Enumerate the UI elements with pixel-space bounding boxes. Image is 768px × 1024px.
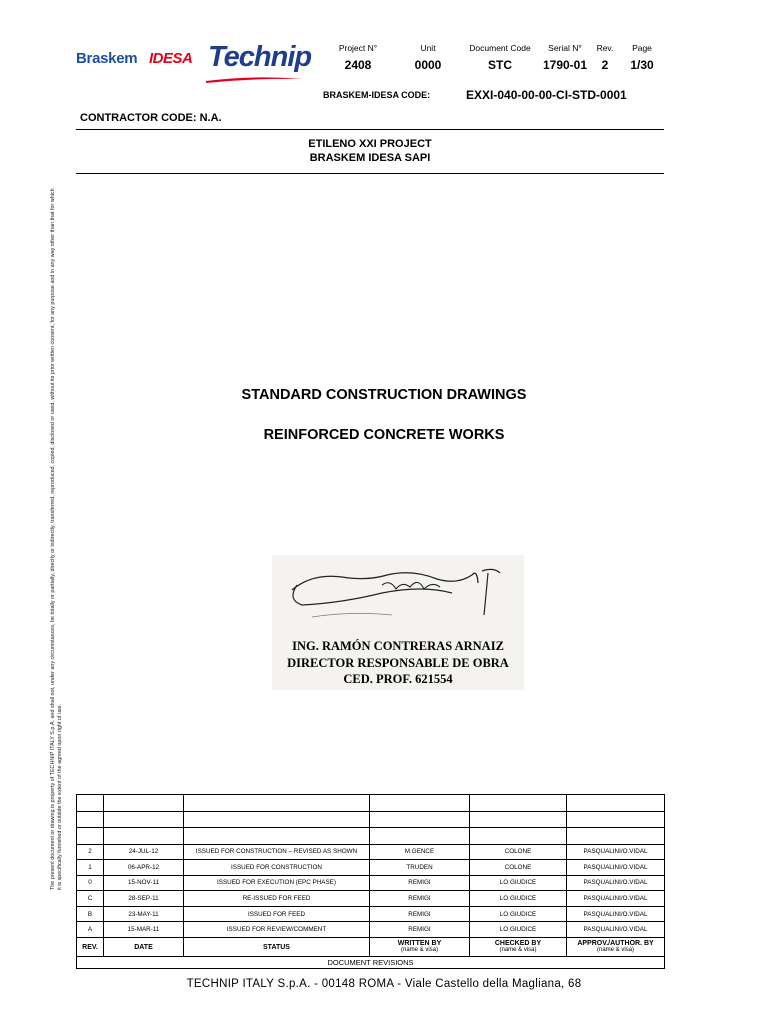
document-subtitle: REINFORCED CONCRETE WORKS (263, 427, 505, 443)
date-cell: 15-NOV-11 (104, 875, 184, 891)
signatory-role: DIRECTOR RESPONSABLE DE OBRA (287, 656, 509, 670)
header-written-by-label: WRITTEN BY (397, 940, 442, 948)
rev-cell: A (77, 922, 104, 938)
date-cell: 06-APR-12 (104, 860, 184, 876)
header-name-visa-note: (name & visa) (499, 947, 537, 954)
header-approved-by-label: APPROV./AUTHOR. BY (577, 940, 654, 948)
checked-by-cell: LO GIUDICE (470, 891, 567, 907)
company-logos (72, 40, 312, 80)
document-code-label: Document Code (469, 43, 531, 53)
contractor-code: CONTRACTOR CODE: N.A. (80, 112, 222, 124)
revision-value: 2 (601, 58, 609, 72)
idesa-logo: IDESA (149, 50, 193, 67)
braskem-logo: Braskem (76, 50, 138, 67)
written-by-cell: REMIGI (370, 891, 470, 907)
table-row-empty (77, 811, 665, 828)
serial-number-label: Serial N° (548, 43, 582, 53)
signatory-name: ING. RAMÓN CONTRERAS ARNAIZ (292, 639, 504, 653)
checked-by-cell: LO GIUDICE (470, 922, 567, 938)
header-checked-by-label: CHECKED BY (494, 940, 542, 948)
status-cell: ISSUED FOR CONSTRUCTION – REVISED AS SHOWN (184, 844, 370, 860)
page-field (622, 43, 662, 72)
date-cell: 23-MAY-11 (104, 906, 184, 922)
checked-by-cell: COLONE (470, 844, 567, 860)
client-code-label: BRASKEM-IDESA CODE: (323, 90, 431, 100)
disclaimer-line-2: it is specifically furnished or outside the extent of the agreed upon right of use. (57, 703, 63, 890)
table-header-row (77, 938, 665, 957)
project-name: ETILENO XXI PROJECT (308, 138, 432, 150)
technip-logo: Technip (208, 41, 312, 73)
rev-cell: C (77, 891, 104, 907)
checked-by-cell: LO GIUDICE (470, 906, 567, 922)
document-code-value: STC (488, 58, 512, 72)
document-title: STANDARD CONSTRUCTION DRAWINGS (241, 387, 527, 403)
project-number-label: Project N° (338, 43, 378, 53)
table-row (77, 860, 665, 876)
approved-by-cell: PASQUALINI/O.VIDAL (567, 860, 665, 876)
serial-number-value: 1790-01 (542, 58, 588, 72)
table-caption-row (77, 957, 665, 969)
table-row (77, 922, 665, 938)
project-number-field (330, 43, 386, 72)
revisions-table (76, 794, 665, 969)
written-by-cell: M.GENCE (370, 844, 470, 860)
rev-cell: B (77, 906, 104, 922)
client-name: BRASKEM IDESA SAPI (309, 152, 431, 164)
header-written-by (370, 938, 470, 957)
unit-field (404, 43, 452, 72)
status-cell: ISSUED FOR CONSTRUCTION (184, 860, 370, 876)
table-row (77, 891, 665, 907)
table-row (77, 875, 665, 891)
header-status: STATUS (184, 938, 370, 957)
project-block (76, 137, 664, 165)
serial-number-field (538, 43, 592, 72)
approved-by-cell: PASQUALINI/O.VIDAL (567, 844, 665, 860)
signatory-license: CED. PROF. 621554 (343, 672, 453, 686)
table-caption: DOCUMENT REVISIONS (77, 957, 665, 969)
handwritten-signature (272, 555, 524, 635)
table-row (77, 906, 665, 922)
technip-swoosh-icon (204, 74, 304, 84)
unit-value: 0000 (414, 58, 442, 72)
table-row (77, 844, 665, 860)
rev-cell: 0 (77, 875, 104, 891)
date-cell: 24-JUL-12 (104, 844, 184, 860)
written-by-cell: TRUDEN (370, 860, 470, 876)
checked-by-cell: COLONE (470, 860, 567, 876)
status-cell: ISSUED FOR FEED (184, 906, 370, 922)
date-cell: 15-MAR-11 (104, 922, 184, 938)
table-row-empty (77, 828, 665, 845)
header-name-visa-note: (name & visa) (596, 947, 634, 954)
approved-by-cell: PASQUALINI/O.VIDAL (567, 922, 665, 938)
document-code-field (462, 43, 538, 72)
header-rev: REV. (77, 938, 104, 957)
page-label: Page (632, 43, 652, 53)
disclaimer-line-1: The present document or drawing is property of TECHNIP ITALY S.p.A. and shall not, under any circumstances, be totally or partially, directly or indirectly, transferred, reproduced, copied, disclosed or used, without its prior written consent, for any purpose and in any way other than that for which (50, 188, 56, 890)
client-code-value: EXXI-040-00-00-CI-STD-0001 (466, 88, 627, 102)
status-cell: ISSUED FOR REVIEW/COMMENT (184, 922, 370, 938)
header-name-visa-note: (name & visa) (400, 947, 438, 954)
approved-by-cell: PASQUALINI/O.VIDAL (567, 875, 665, 891)
page-value: 1/30 (630, 58, 654, 72)
rev-cell: 1 (77, 860, 104, 876)
revision-field (592, 43, 618, 72)
approved-by-cell: PASQUALINI/O.VIDAL (567, 906, 665, 922)
rev-cell: 2 (77, 844, 104, 860)
signature-stamp (272, 555, 524, 690)
written-by-cell: REMIGI (370, 922, 470, 938)
property-disclaimer (50, 120, 80, 890)
project-number-value: 2408 (344, 58, 372, 72)
approved-by-cell: PASQUALINI/O.VIDAL (567, 891, 665, 907)
date-cell: 28-SEP-11 (104, 891, 184, 907)
revision-label: Rev. (596, 43, 614, 53)
status-cell: RE-ISSUED FOR FEED (184, 891, 370, 907)
unit-label: Unit (420, 43, 436, 53)
checked-by-cell: LO GIUDICE (470, 875, 567, 891)
status-cell: ISSUED FOR EXECUTION (EPC PHASE) (184, 875, 370, 891)
divider-top (76, 129, 664, 130)
written-by-cell: REMIGI (370, 906, 470, 922)
written-by-cell: REMIGI (370, 875, 470, 891)
divider-project (76, 173, 664, 174)
header-approved-by (567, 938, 665, 957)
table-row-empty (77, 795, 665, 812)
company-footer: TECHNIP ITALY S.p.A. - 00148 ROMA - Viale Castello della Magliana, 68 (186, 978, 582, 990)
header-date: DATE (104, 938, 184, 957)
header-checked-by (470, 938, 567, 957)
